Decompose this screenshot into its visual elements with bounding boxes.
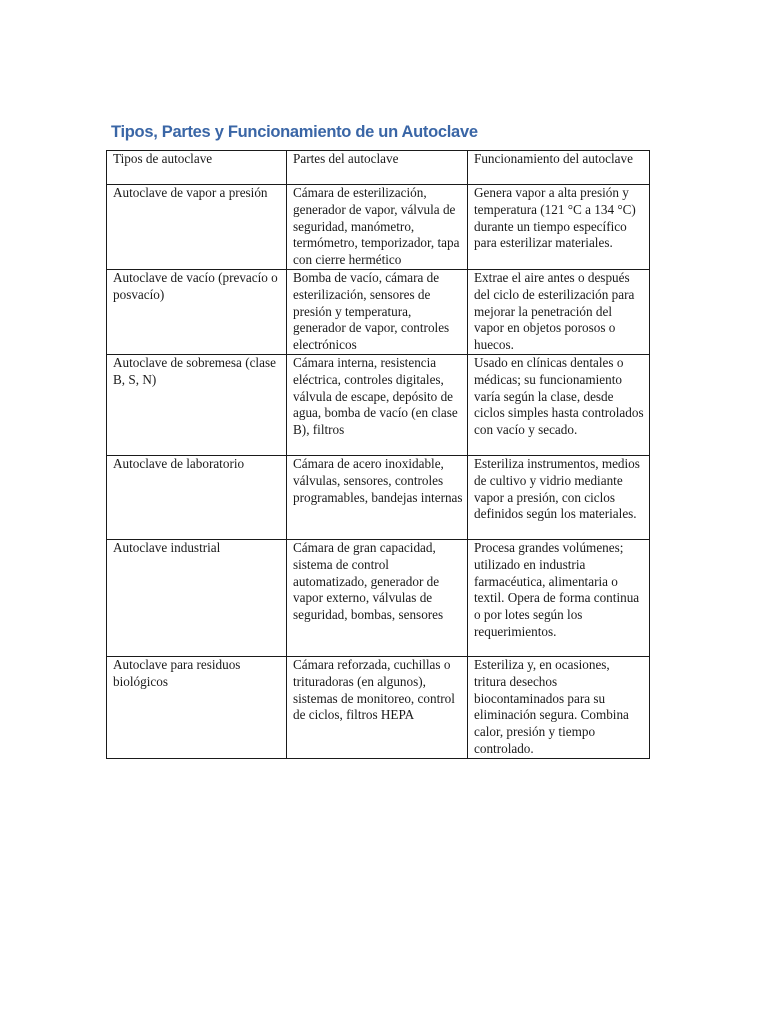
header-cell-funcionamiento: Funcionamiento del autoclave xyxy=(468,151,650,185)
table-row xyxy=(107,185,650,270)
cell-tipo: Autoclave de vacío (prevacío o posvacío) xyxy=(107,269,287,354)
table-row xyxy=(107,455,650,539)
cell-partes: Bomba de vacío, cámara de esterilización, sensores de presión y temperatura, generador de vapor, controles electrónicos xyxy=(287,269,468,354)
cell-funcionamiento: Genera vapor a alta presión y temperatura (121 °C a 134 °C) durante un tiempo específico para esterilizar materiales. xyxy=(468,185,650,270)
cell-funcionamiento: Procesa grandes volúmenes; utilizado en industria farmacéutica, alimentaria o textil. Opera de forma continua o por lotes según los requerimientos. xyxy=(468,539,650,656)
cell-partes: Cámara reforzada, cuchillas o trituradoras (en algunos), sistemas de monitoreo, control de ciclos, filtros HEPA xyxy=(287,656,468,758)
cell-funcionamiento: Esteriliza y, en ocasiones, tritura desechos biocontaminados para su eliminación segura. Combina calor, presión y tiempo controlado. xyxy=(468,656,650,758)
header-cell-partes: Partes del autoclave xyxy=(287,151,468,185)
cell-partes: Cámara interna, resistencia eléctrica, controles digitales, válvula de escape, depósito de agua, bomba de vacío (en clase B), filtros xyxy=(287,354,468,455)
table-row xyxy=(107,656,650,758)
table-header-row xyxy=(107,151,650,185)
cell-tipo: Autoclave industrial xyxy=(107,539,287,656)
autoclave-table xyxy=(106,150,650,759)
cell-tipo: Autoclave de vapor a presión xyxy=(107,185,287,270)
cell-funcionamiento: Extrae el aire antes o después del ciclo de esterilización para mejorar la penetración del vapor en objetos porosos o huecos. xyxy=(468,269,650,354)
table-row xyxy=(107,354,650,455)
table-row xyxy=(107,269,650,354)
document-title: Tipos, Partes y Funcionamiento de un Autoclave xyxy=(111,123,478,141)
cell-funcionamiento: Usado en clínicas dentales o médicas; su funcionamiento varía según la clase, desde ciclos simples hasta controlados con vacío y secado. xyxy=(468,354,650,455)
cell-partes: Cámara de esterilización, generador de vapor, válvula de seguridad, manómetro, termómetro, temporizador, tapa con cierre hermético xyxy=(287,185,468,270)
cell-partes: Cámara de acero inoxidable, válvulas, sensores, controles programables, bandejas internas xyxy=(287,455,468,539)
cell-tipo: Autoclave de sobremesa (clase B, S, N) xyxy=(107,354,287,455)
cell-tipo: Autoclave para residuos biológicos xyxy=(107,656,287,758)
header-cell-tipos: Tipos de autoclave xyxy=(107,151,287,185)
cell-tipo: Autoclave de laboratorio xyxy=(107,455,287,539)
table-row xyxy=(107,539,650,656)
cell-partes: Cámara de gran capacidad, sistema de control automatizado, generador de vapor externo, válvulas de seguridad, bombas, sensores xyxy=(287,539,468,656)
cell-funcionamiento: Esteriliza instrumentos, medios de cultivo y vidrio mediante vapor a presión, con ciclos definidos según los materiales. xyxy=(468,455,650,539)
